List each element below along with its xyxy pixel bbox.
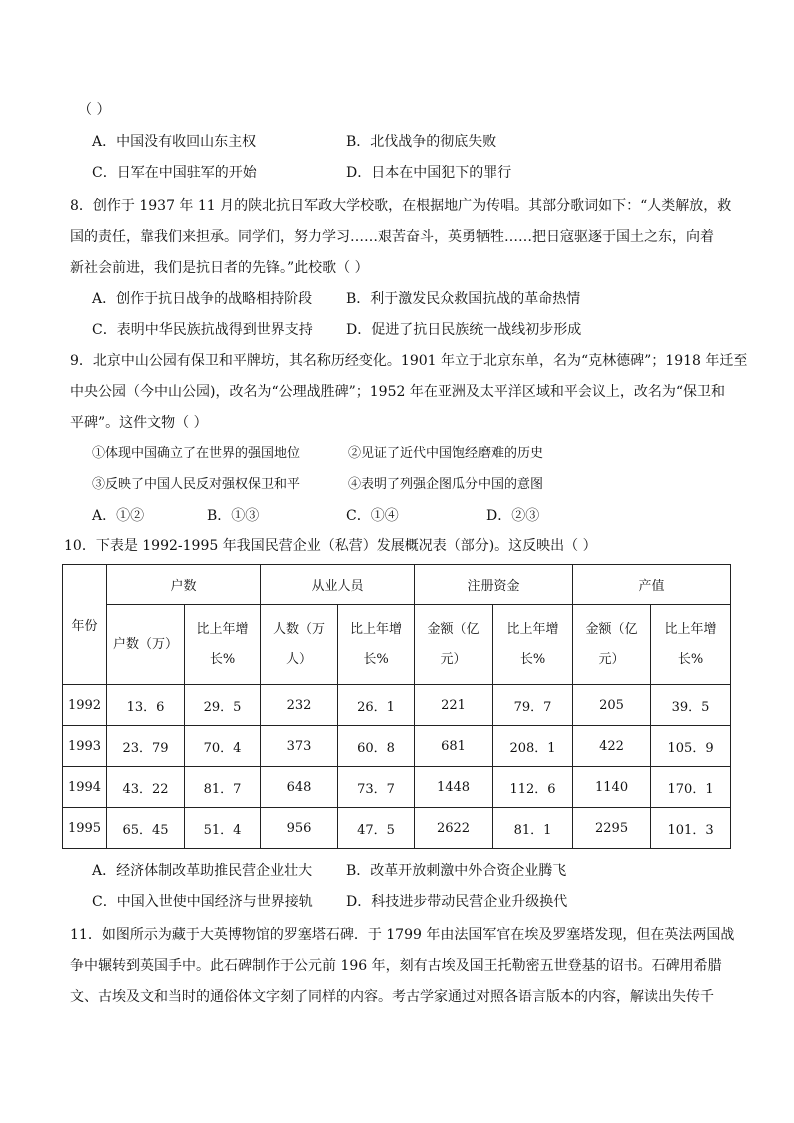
table-header-year: 年份 [63, 565, 107, 685]
table-cell: 43．22 [107, 767, 185, 808]
table-cell: 73．7 [338, 767, 415, 808]
table-cell: 70．4 [185, 726, 261, 767]
q10-option-b[interactable]: B．改革开放刺激中外合资企业腾飞 [346, 863, 567, 879]
table-cell: 208．1 [493, 726, 573, 767]
table-row [63, 685, 731, 726]
table-cell: 170．1 [651, 767, 731, 808]
q9-option-b[interactable]: B．①③ [207, 508, 260, 524]
table-cell: 79．7 [493, 685, 573, 726]
q8-option-a[interactable]: A．创作于抗日战争的战略相持阶段 [92, 291, 313, 307]
q9-statement-1: ①体现中国确立了在世界的强国地位 [92, 446, 301, 461]
q9-stem-line-3: 平碑”。这件文物（ ） [70, 415, 208, 431]
table-cell: 221 [415, 685, 493, 726]
table-cell: 1994 [63, 767, 107, 808]
table-subheader: 比上年增 长% [651, 605, 731, 685]
table-cell: 1448 [415, 767, 493, 808]
q10-option-d[interactable]: D．科技进步带动民营企业升级换代 [346, 894, 568, 910]
q9-statement-2: ②见证了近代中国饱经磨难的历史 [348, 446, 544, 461]
table-cell: 373 [261, 726, 338, 767]
table-cell: 112．6 [493, 767, 573, 808]
q8-stem-line-1: 8．创作于 1937 年 11 月的陕北抗日军政大学校歌，在根据地广为传唱。其部分歌词如下：“人类解放，救 [70, 198, 732, 214]
table-group-output: 产值 [573, 565, 731, 605]
table-group-households: 户数 [107, 565, 261, 605]
table-cell: 422 [573, 726, 651, 767]
private-enterprise-table [62, 564, 731, 849]
table-cell: 648 [261, 767, 338, 808]
q7-option-a[interactable]: A．中国没有收回山东主权 [92, 134, 257, 150]
q7-stem-tail: （ ） [78, 102, 111, 118]
table-cell: 81．1 [493, 808, 573, 849]
q10-option-a[interactable]: A．经济体制改革助推民营企业壮大 [92, 863, 313, 879]
table-cell: 1993 [63, 726, 107, 767]
table-cell: 13．6 [107, 685, 185, 726]
table-cell: 39．5 [651, 685, 731, 726]
table-cell: 205 [573, 685, 651, 726]
table-cell: 1995 [63, 808, 107, 849]
q9-option-c[interactable]: C．①④ [346, 508, 399, 524]
table-subheader: 金额（亿 元） [573, 605, 651, 685]
q8-option-c[interactable]: C．表明中华民族抗战得到世界支持 [92, 322, 313, 338]
table-cell: 65．45 [107, 808, 185, 849]
table-cell: 681 [415, 726, 493, 767]
table-cell: 26．1 [338, 685, 415, 726]
table-cell: 232 [261, 685, 338, 726]
table-cell: 1992 [63, 685, 107, 726]
table-subheader: 比上年增 长% [185, 605, 261, 685]
q9-stem-line-1: 9．北京中山公园有保卫和平牌坊，其名称历经变化。1901 年立于北京东单，名为“克林德碑”；1918 年迁至 [70, 353, 748, 369]
table-row [63, 726, 731, 767]
table-subheader: 金额（亿 元） [415, 605, 493, 685]
q11-stem-line-3: 文、古埃及文和当时的通俗体文字刻了同样的内容。考古学家通过对照各语言版本的内容，解读出失传千 [70, 989, 714, 1005]
q11-stem-line-1: 11．如图所示为藏于大英博物馆的罗塞塔石碑．于 1799 年由法国军官在埃及罗塞塔发现，但在英法两国战 [70, 927, 735, 943]
table-cell: 2622 [415, 808, 493, 849]
q9-statement-4: ④表明了列强企图瓜分中国的意图 [348, 477, 544, 492]
table-cell: 51．4 [185, 808, 261, 849]
table-cell: 105．9 [651, 726, 731, 767]
q8-option-d[interactable]: D．促进了抗日民族统一战线初步形成 [346, 322, 582, 338]
table-cell: 23．79 [107, 726, 185, 767]
table-subheader: 比上年增 长% [493, 605, 573, 685]
table-row [63, 808, 731, 849]
table-cell: 2295 [573, 808, 651, 849]
table-row [63, 767, 731, 808]
table-cell: 60．8 [338, 726, 415, 767]
table-group-employees: 从业人员 [261, 565, 415, 605]
q8-stem-line-2: 国的责任，靠我们来担承。同学们，努力学习……艰苦奋斗，英勇牺牲……把日寇驱逐于国土之东，向着 [70, 229, 714, 245]
q7-option-c[interactable]: C．日军在中国驻军的开始 [92, 165, 257, 181]
table-cell: 101．3 [651, 808, 731, 849]
q7-option-b[interactable]: B．北伐战争的彻底失败 [346, 134, 497, 150]
table-subheader: 比上年增 长% [338, 605, 415, 685]
table-group-capital: 注册资金 [415, 565, 573, 605]
table-cell: 29．5 [185, 685, 261, 726]
q10-stem: 10．下表是 1992-1995 年我国民营企业（私营）发展概况表（部分)。这反映出（ ） [64, 538, 597, 554]
table-subheader: 户数（万） [107, 605, 185, 685]
q8-stem-line-3: 新社会前进，我们是抗日者的先锋。”此校歌（ ） [70, 260, 369, 276]
q9-stem-line-2: 中央公园（今中山公园)，改名为“公理战胜碑”；1952 年在亚洲及太平洋区域和平会议上，改名为“保卫和 [70, 384, 726, 400]
table-cell: 81．7 [185, 767, 261, 808]
table-subheader: 人数（万 人） [261, 605, 338, 685]
q10-option-c[interactable]: C．中国入世使中国经济与世界接轨 [92, 894, 313, 910]
q11-stem-line-2: 争中辗转到英国手中。此石碑制作于公元前 196 年，刻有古埃及国王托勒密五世登基的诏书。石碑用希腊 [70, 958, 722, 974]
q9-option-d[interactable]: D．②③ [486, 508, 540, 524]
table-cell: 956 [261, 808, 338, 849]
q8-option-b[interactable]: B．利于激发民众救国抗战的革命热情 [346, 291, 581, 307]
q9-statement-3: ③反映了中国人民反对强权保卫和平 [92, 477, 301, 492]
table-cell: 47．5 [338, 808, 415, 849]
q9-option-a[interactable]: A．①② [92, 508, 145, 524]
table-cell: 1140 [573, 767, 651, 808]
q7-option-d[interactable]: D．日本在中国犯下的罪行 [346, 165, 512, 181]
